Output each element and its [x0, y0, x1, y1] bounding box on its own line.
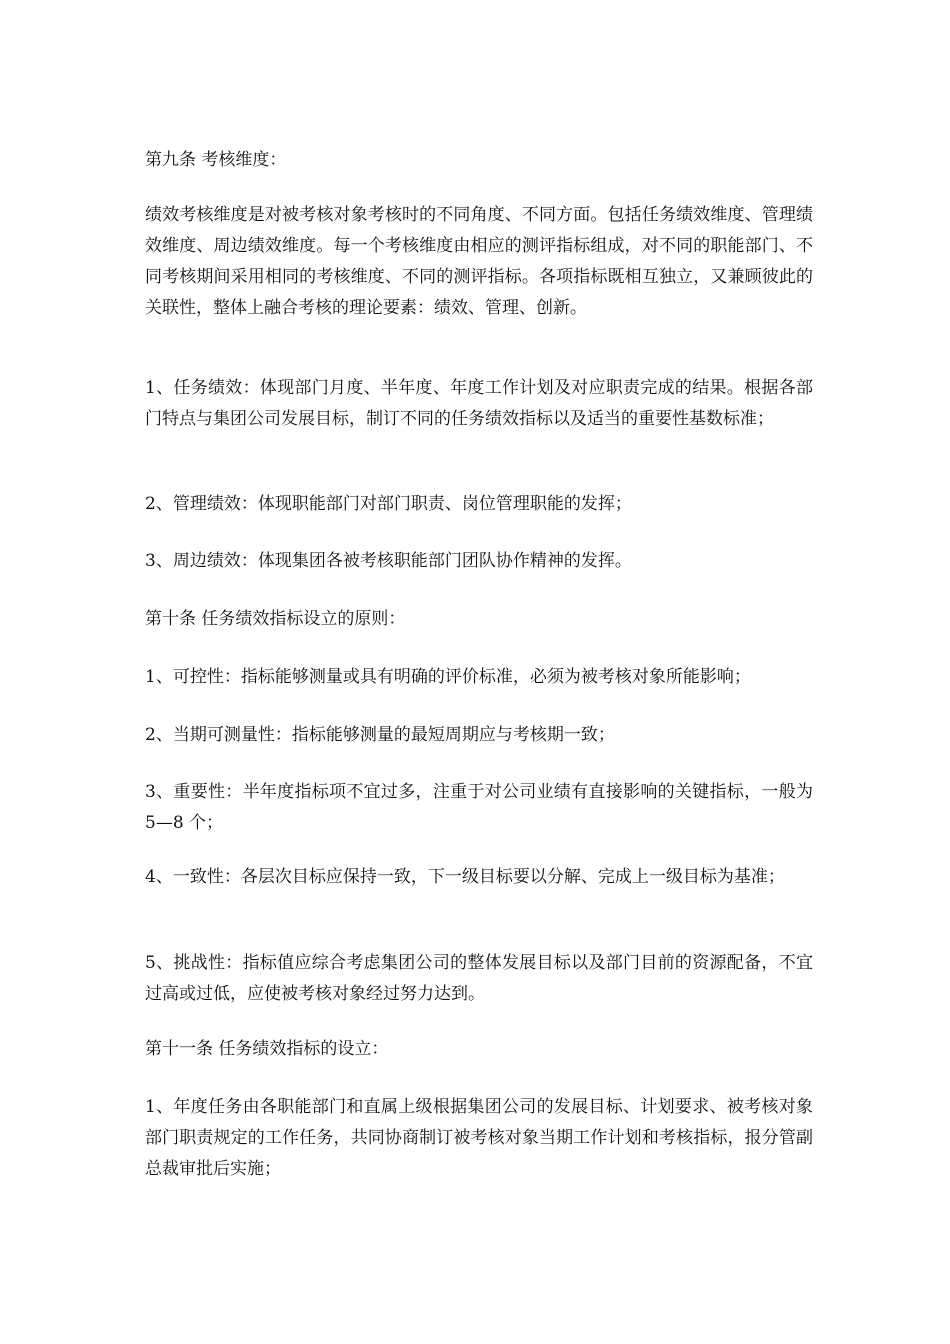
article-10-item-5: 5、挑战性：指标值应综合考虑集团公司的整体发展目标以及部门目前的资源配备，不宜过高或过低，应使被考核对象经过努力达到。	[145, 953, 813, 1004]
article-9-body: 绩效考核维度是对被考核对象考核时的不同角度、不同方面。包括任务绩效维度、管理绩效维度、周边绩效维度。每一个考核维度由相应的测评指标组成，对不同的职能部门、不同考核期间采用相同的考核维度、不同的测评指标。各项指标既相互独立，又兼顾彼此的关联性，整体上融合考核的理论要素：绩效、管理、创新。	[145, 205, 813, 318]
article-9-item-2: 2、管理绩效：体现职能部门对部门职责、岗位管理职能的发挥；	[145, 494, 632, 514]
article-10-item-2: 2、当期可测量性：指标能够测量的最短周期应与考核期一致；	[145, 725, 615, 745]
article-9-item-3: 3、周边绩效：体现集团各被考核职能部门团队协作精神的发挥。	[145, 551, 632, 571]
article-10-item-4: 4、一致性：各层次目标应保持一致，下一级目标要以分解、完成上一级目标为基准；	[145, 867, 785, 887]
article-9-item-1: 1、任务绩效：体现部门月度、半年度、年度工作计划及对应职责完成的结果。根据各部门特点与集团公司发展目标，制订不同的任务绩效指标以及适当的重要性基数标准；	[145, 378, 813, 429]
article-10-item-3: 3、重要性：半年度指标项不宜过多，注重于对公司业绩有直接影响的关键指标，一般为 5—8 个；	[145, 782, 813, 833]
article-11-item-1: 1、年度任务由各职能部门和直属上级根据集团公司的发展目标、计划要求、被考核对象部门职责规定的工作任务，共同协商制订被考核对象当期工作计划和考核指标，报分管副总裁审批后实施；	[145, 1097, 813, 1179]
article-10-heading: 第十条 任务绩效指标设立的原则：	[145, 609, 406, 629]
article-9-heading: 第九条 考核维度：	[145, 150, 287, 170]
article-11-heading: 第十一条 任务绩效指标的设立：	[145, 1039, 389, 1059]
article-10-item-1: 1、可控性：指标能够测量或具有明确的评价标准，必须为被考核对象所能影响；	[145, 667, 751, 687]
